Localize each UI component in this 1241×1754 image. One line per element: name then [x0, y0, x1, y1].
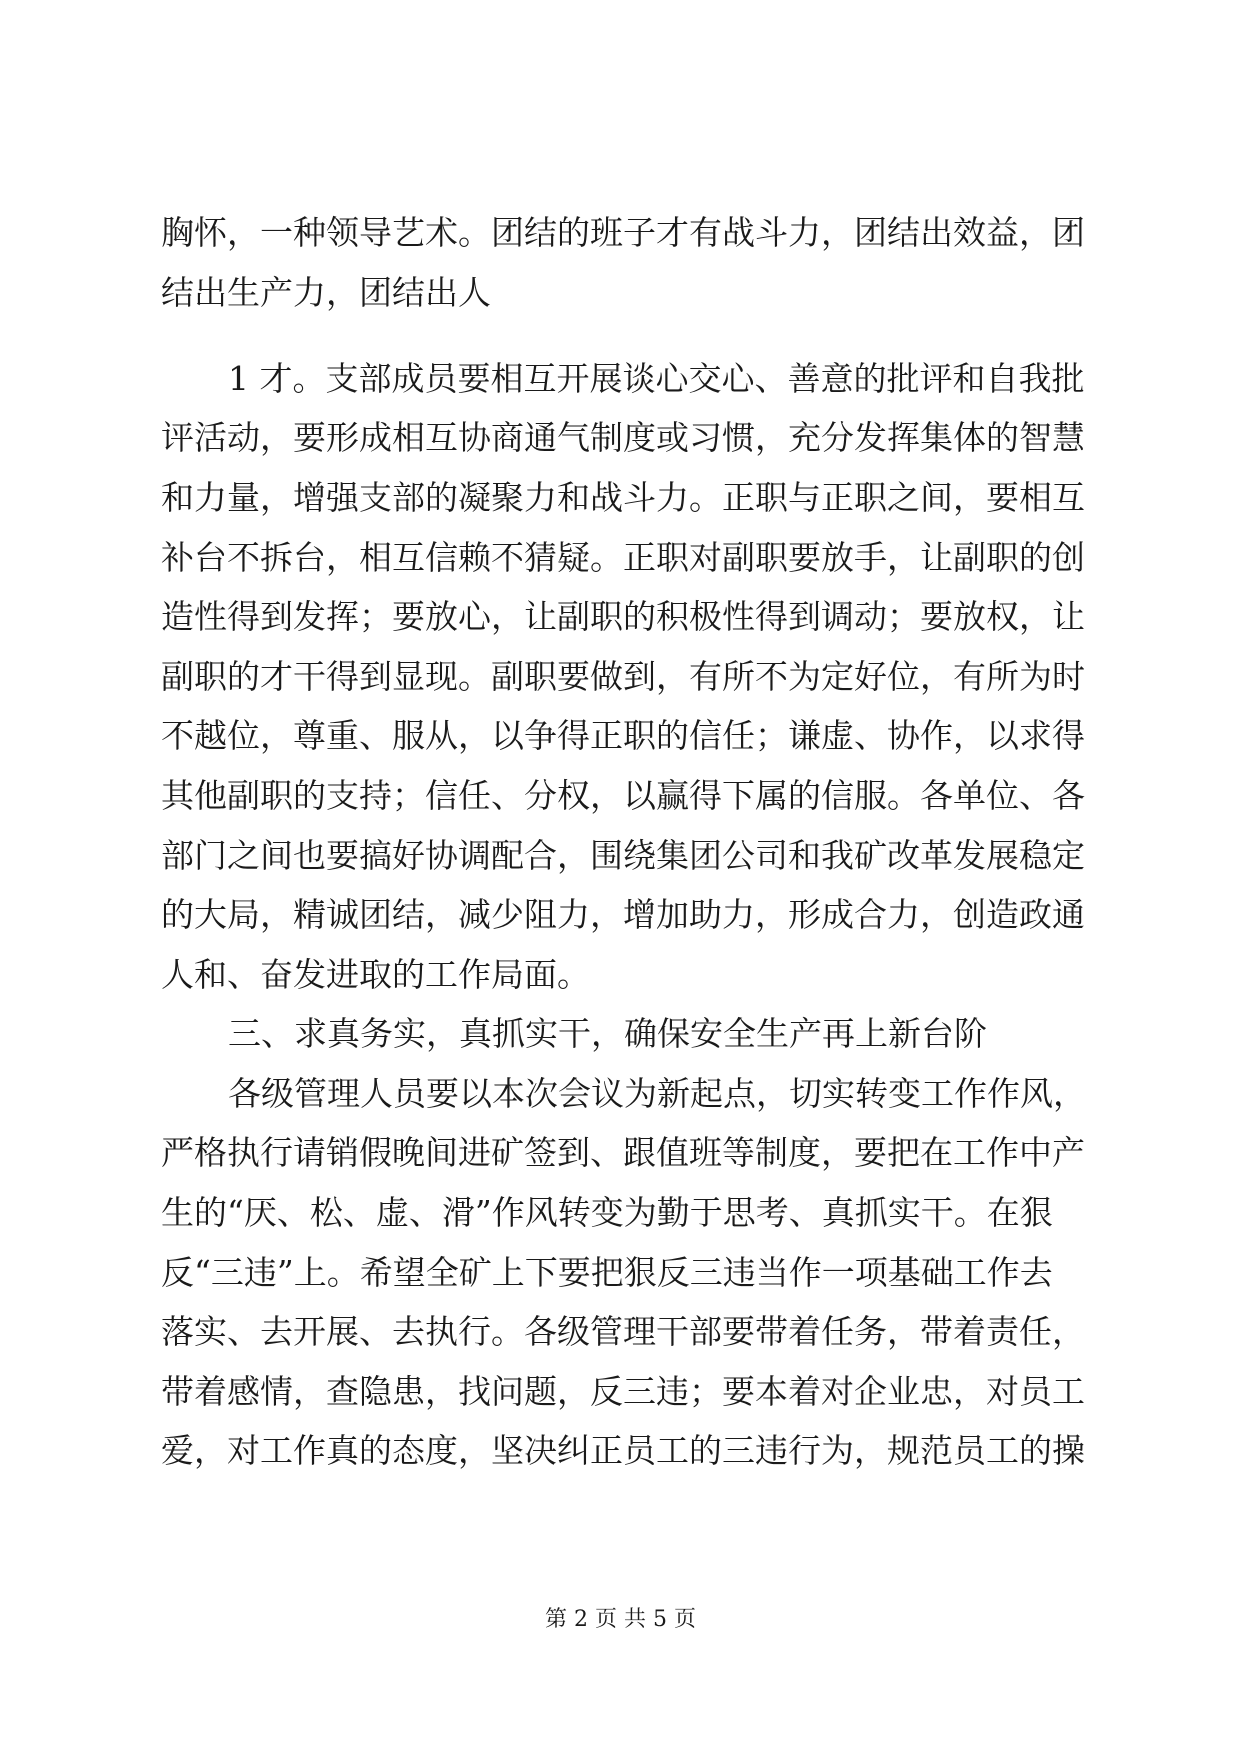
text-line: 落实、去开展、去执行。各级管理干部要带着任务，带着责任，: [161, 1312, 1085, 1351]
text-line: 副职的才干得到显现。副职要做到，有所不为定好位，有所为时: [161, 657, 1085, 696]
section-heading: 三、求真务实，真抓实干，确保安全生产再上新台阶: [228, 1014, 987, 1053]
text-line: 其他副职的支持；信任、分权，以赢得下属的信服。各单位、各: [161, 776, 1085, 815]
text-line: 和力量，增强支部的凝聚力和战斗力。正职与正职之间，要相互: [161, 478, 1085, 517]
text-line: 1 才。支部成员要相互开展谈心交心、善意的批评和自我批: [228, 359, 1085, 398]
text-line: 反“三违”上。希望全矿上下要把狠反三违当作一项基础工作去: [161, 1253, 1053, 1292]
text-line: 部门之间也要搞好协调配合，围绕集团公司和我矿改革发展稳定: [161, 836, 1085, 875]
text-line: 的大局，精诚团结，减少阻力，增加助力，形成合力，创造政通: [161, 895, 1085, 934]
text-line: 结出生产力，团结出人: [161, 273, 491, 312]
text-line: 补台不拆台，相互信赖不猜疑。正职对副职要放手，让副职的创: [161, 538, 1085, 577]
text-line: 带着感情，查隐患，找问题，反三违；要本着对企业忠，对员工: [161, 1372, 1085, 1411]
text-line: 人和、奋发进取的工作局面。: [161, 955, 590, 994]
text-line: 造性得到发挥；要放心，让副职的积极性得到调动；要放权，让: [161, 597, 1085, 636]
text-line: 严格执行请销假晚间进矿签到、跟值班等制度，要把在工作中产: [161, 1133, 1085, 1172]
text-line: 爱，对工作真的态度，坚决纠正员工的三违行为，规范员工的操: [161, 1431, 1085, 1470]
page-number-footer: 第 2 页 共 5 页: [545, 1607, 696, 1632]
text-line: 不越位，尊重、服从，以争得正职的信任；谦虚、协作，以求得: [161, 716, 1085, 755]
text-line: 评活动，要形成相互协商通气制度或习惯，充分发挥集体的智慧: [161, 418, 1085, 457]
text-line: 各级管理人员要以本次会议为新起点，切实转变工作作风，: [228, 1074, 1086, 1113]
text-line: 生的“厌、松、虚、滑”作风转变为勤于思考、真抓实干。在狠: [161, 1193, 1053, 1232]
text-line: 胸怀，一种领导艺术。团结的班子才有战斗力，团结出效益，团: [161, 213, 1085, 252]
